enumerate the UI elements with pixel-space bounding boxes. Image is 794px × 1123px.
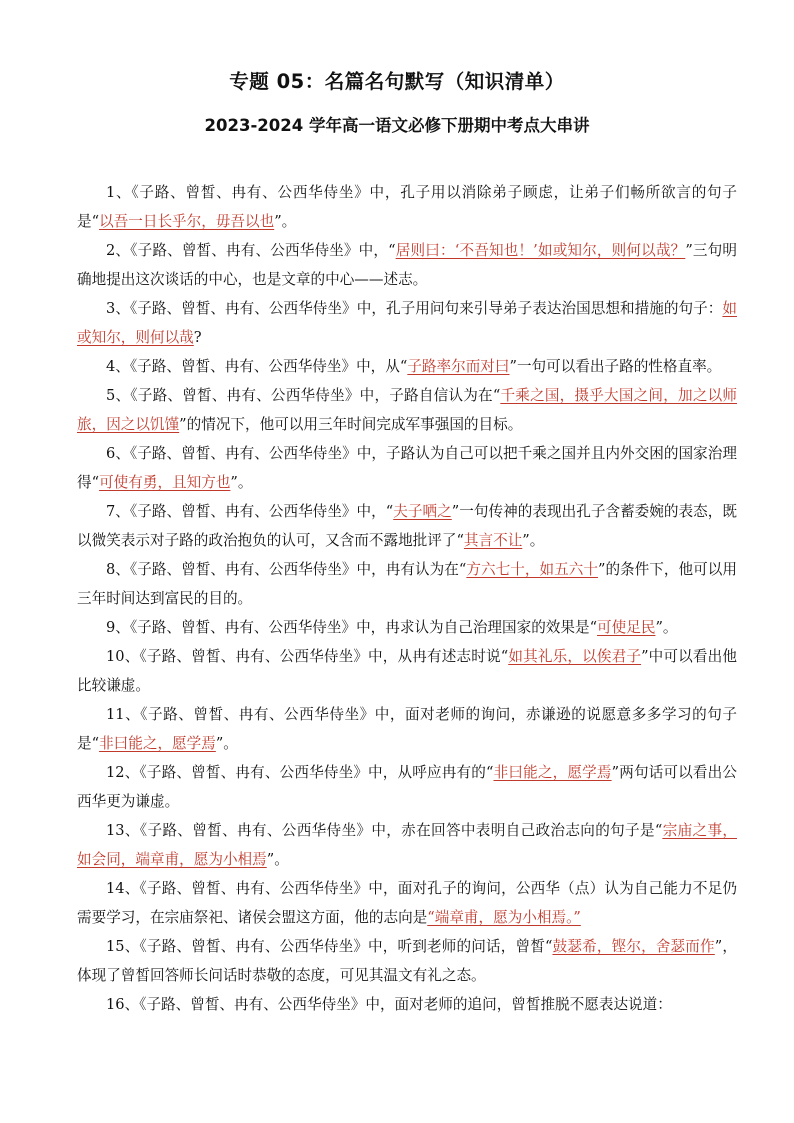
list-item [77, 758, 737, 816]
item-text: ”中可以看出他比较谦虚。 [77, 648, 737, 694]
list-item [77, 613, 737, 642]
answer-text: 方六七十，如五六十 [466, 561, 598, 578]
document-title: 专题 05：名篇名句默写（知识清单） [229, 70, 565, 93]
document-subtitle: 2023-2024 学年高一语文必修下册期中考点大串讲 [204, 116, 590, 135]
list-item [77, 642, 737, 700]
list-item [77, 816, 737, 874]
question-list [77, 178, 737, 1019]
item-text: 3、《子路、曾皙、冉有、公西华侍坐》中，孔子用问句来引导弟子表达治国思想和措施的句子： [106, 300, 723, 317]
item-text: ”的情况下，他可以用三年时间完成军事强国的目标。 [179, 416, 523, 433]
item-text: 13、《子路、曾皙、冉有、公西华侍坐》中，赤在回答中表明自己政治志向的句子是“ [106, 822, 663, 839]
item-text: ? [193, 329, 202, 346]
item-text: ”的条件下，他可以用三年时间达到富民的目的。 [77, 561, 737, 607]
item-text: 15、《子路、曾皙、冉有、公西华侍坐》中，听到老师的问话，曾皙“ [106, 938, 553, 955]
item-text: 11、《子路、曾皙、冉有、公西华侍坐》中，面对老师的询问，赤谦逊的说愿意多多学习的句子是“ [77, 706, 737, 752]
answer-text: 夫子哂之 [393, 503, 452, 520]
answer-text: 可使有勇，且知方也 [99, 474, 231, 491]
list-item [77, 497, 737, 555]
answer-text: “端章甫，愿为小相焉。” [427, 909, 581, 926]
list-item [77, 700, 737, 758]
answer-text: 千乘之国，摄乎大国之间，加之以师旅，因之以饥馑 [77, 387, 737, 433]
list-item [77, 294, 737, 352]
list-item [77, 381, 737, 439]
answer-text: 居则曰：‘不吾知也！’如或知尔，则何以哉？ [395, 242, 686, 259]
answer-text: 宗庙之事，如会同，端章甫，愿为小相焉 [77, 822, 737, 868]
item-text: ”。 [266, 851, 289, 868]
item-text: 4、《子路、曾皙、冉有、公西华侍坐》中，从“ [106, 358, 408, 375]
list-item [77, 555, 737, 613]
list-item [77, 932, 737, 990]
item-text: ”。 [655, 619, 678, 636]
item-text: 8、《子路、曾皙、冉有、公西华侍坐》中，冉有认为在“ [106, 561, 467, 578]
item-text: ”。 [274, 213, 297, 230]
item-text: ”一句可以看出子路的性格直率。 [509, 358, 722, 375]
item-text: ”。 [522, 532, 545, 549]
item-text: 16、《子路、曾皙、冉有、公西华侍坐》中，面对老师的追问，曾皙推脱不愿表达说道： [106, 996, 672, 1013]
item-text: 1、《子路、曾皙、冉有、公西华侍坐》中，孔子用以消除弟子顾虑，让弟子们畅所欲言的句子是“ [77, 184, 737, 230]
list-item [77, 439, 737, 497]
item-text: ”三句明确地提出这次谈话的中心，也是文章的中心——述志。 [77, 242, 738, 288]
list-item [77, 874, 737, 932]
answer-text: 鼓瑟希，铿尔，舍瑟而作 [552, 938, 715, 955]
item-text: ”两句话可以看出公西华更为谦虚。 [77, 764, 738, 810]
item-text: ”，体现了曾皙回答师长问话时恭敬的态度，可见其温文有礼之态。 [77, 938, 738, 984]
item-text: 14、《子路、曾皙、冉有、公西华侍坐》中，面对孔子的询问，公西华（点）认为自己能力不足仍需要学习，在宗庙祭祀、诸侯会盟这方面，他的志向是 [77, 880, 737, 926]
item-text: 10、《子路、曾皙、冉有、公西华侍坐》中，从冉有述志时说“ [106, 648, 509, 665]
item-text: 6、《子路、曾皙、冉有、公西华侍坐》中，子路认为自己可以把千乘之国并且内外交困的国家治理得“ [77, 445, 737, 491]
item-text: 2、《子路、曾皙、冉有、公西华侍坐》中，“ [106, 242, 396, 259]
answer-text: 如其礼乐，以俟君子 [508, 648, 642, 665]
list-item [77, 352, 737, 381]
list-item [77, 236, 737, 294]
item-text: ”。 [215, 735, 238, 752]
item-text: ”一句传神的表现出孔子含蓄委婉的表态，既以微笑表示对子路的政治抱负的认可，又含而不露地批评了“ [77, 503, 737, 549]
item-text: 7、《子路、曾皙、冉有、公西华侍坐》中，“ [106, 503, 394, 520]
answer-text: 可使足民 [597, 619, 656, 636]
answer-text: 非曰能之，愿学焉 [99, 735, 216, 752]
list-item [77, 178, 737, 236]
item-text: 12、《子路、曾皙、冉有、公西华侍坐》中，从呼应冉有的“ [106, 764, 494, 781]
answer-text: 如或知尔，则何以哉 [77, 300, 737, 346]
item-text: 9、《子路、曾皙、冉有、公西华侍坐》中，冉求认为自己治理国家的效果是“ [106, 619, 598, 636]
answer-text: 非曰能之，愿学焉 [493, 764, 612, 781]
answer-text: 子路率尔而对曰 [407, 358, 510, 375]
answer-text: 以吾一日长乎尔，毋吾以也 [99, 213, 275, 230]
item-text: ”。 [230, 474, 253, 491]
item-text: 5、《子路、曾皙、冉有、公西华侍坐》中，子路自信认为在“ [106, 387, 501, 404]
answer-text: 其言不让 [463, 532, 523, 549]
list-item [77, 990, 737, 1019]
